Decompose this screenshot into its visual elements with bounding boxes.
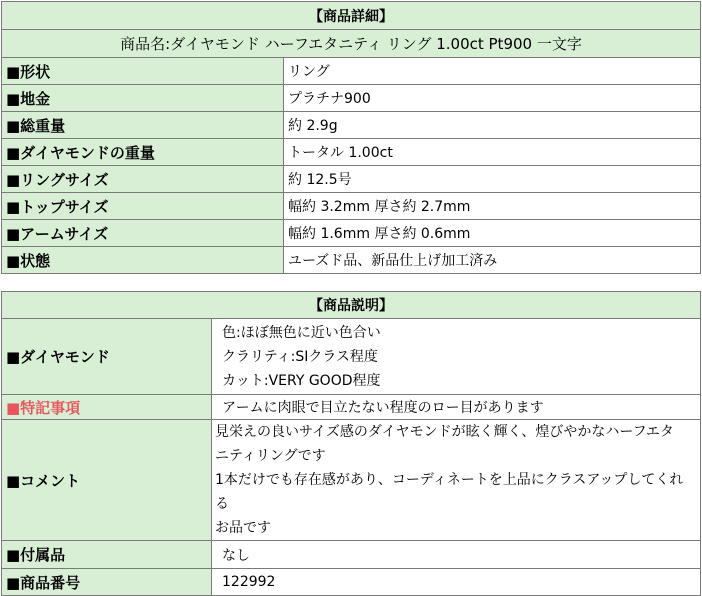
detail-label: ■アームサイズ xyxy=(2,220,284,247)
comment-line: お品です xyxy=(215,520,271,536)
detail-row-top-size xyxy=(2,193,701,220)
detail-label: ■総重量 xyxy=(2,112,284,139)
detail-value: ユーズド品、新品仕上げ加工済み xyxy=(284,247,701,274)
comment-text xyxy=(212,420,701,541)
description-row-comment xyxy=(2,420,701,541)
description-header: 【商品説明】 xyxy=(2,292,701,319)
detail-row-arm-size xyxy=(2,220,701,247)
description-label: ■コメント xyxy=(2,420,212,541)
detail-row-shape xyxy=(2,58,701,85)
detail-label: ■地金 xyxy=(2,85,284,112)
details-header: 【商品詳細】 xyxy=(2,2,701,30)
diamond-spec xyxy=(212,319,701,395)
description-row-item-number xyxy=(2,569,701,596)
comment-line: 1本だけでも存在感があり、コーディネートを上品にクラスアップしてくれる xyxy=(215,472,684,512)
detail-row-ring-size xyxy=(2,166,701,193)
description-value: アームに肉眼で目立たない程度のロー目があります xyxy=(212,395,701,420)
description-row-special-notes xyxy=(2,395,701,420)
description-label: ■付属品 xyxy=(2,541,212,569)
detail-value: 約 2.9g xyxy=(284,112,701,139)
description-label: ■ダイヤモンド xyxy=(2,319,212,395)
detail-label: ■形状 xyxy=(2,58,284,85)
detail-label: ■トップサイズ xyxy=(2,193,284,220)
detail-value: リング xyxy=(284,58,701,85)
description-row-accessories xyxy=(2,541,701,569)
detail-value: トータル 1.00ct xyxy=(284,139,701,166)
description-row-diamond xyxy=(2,319,701,395)
detail-value: プラチナ900 xyxy=(284,85,701,112)
diamond-color: 色:ほぼ無色に近い色合い xyxy=(222,324,381,341)
description-label: ■商品番号 xyxy=(2,569,212,596)
product-description-table xyxy=(1,291,701,596)
detail-label: ■リングサイズ xyxy=(2,166,284,193)
description-label: ■特記事項 xyxy=(2,395,212,420)
diamond-cut: カット:VERY GOOD程度 xyxy=(222,372,381,389)
detail-value: 約 12.5号 xyxy=(284,166,701,193)
detail-value: 幅約 1.6mm 厚さ約 0.6mm xyxy=(284,220,701,247)
product-name: 商品名:ダイヤモンド ハーフエタニティ リング 1.00ct Pt900 一文字 xyxy=(2,30,701,58)
detail-row-diamond-weight xyxy=(2,139,701,166)
diamond-clarity: クラリティ:SIクラス程度 xyxy=(222,348,378,365)
product-details-table xyxy=(1,1,701,274)
comment-line: ニティリングです xyxy=(215,448,326,464)
detail-value: 幅約 3.2mm 厚さ約 2.7mm xyxy=(284,193,701,220)
detail-row-total-weight xyxy=(2,112,701,139)
detail-label: ■状態 xyxy=(2,247,284,274)
detail-label: ■ダイヤモンドの重量 xyxy=(2,139,284,166)
description-value: なし xyxy=(212,541,701,569)
comment-line: 見栄えの良いサイズ感のダイヤモンドが眩く輝く、煌びやかなハーフエタ xyxy=(215,424,674,440)
detail-row-condition xyxy=(2,247,701,274)
description-value: 122992 xyxy=(212,569,701,596)
detail-row-metal xyxy=(2,85,701,112)
